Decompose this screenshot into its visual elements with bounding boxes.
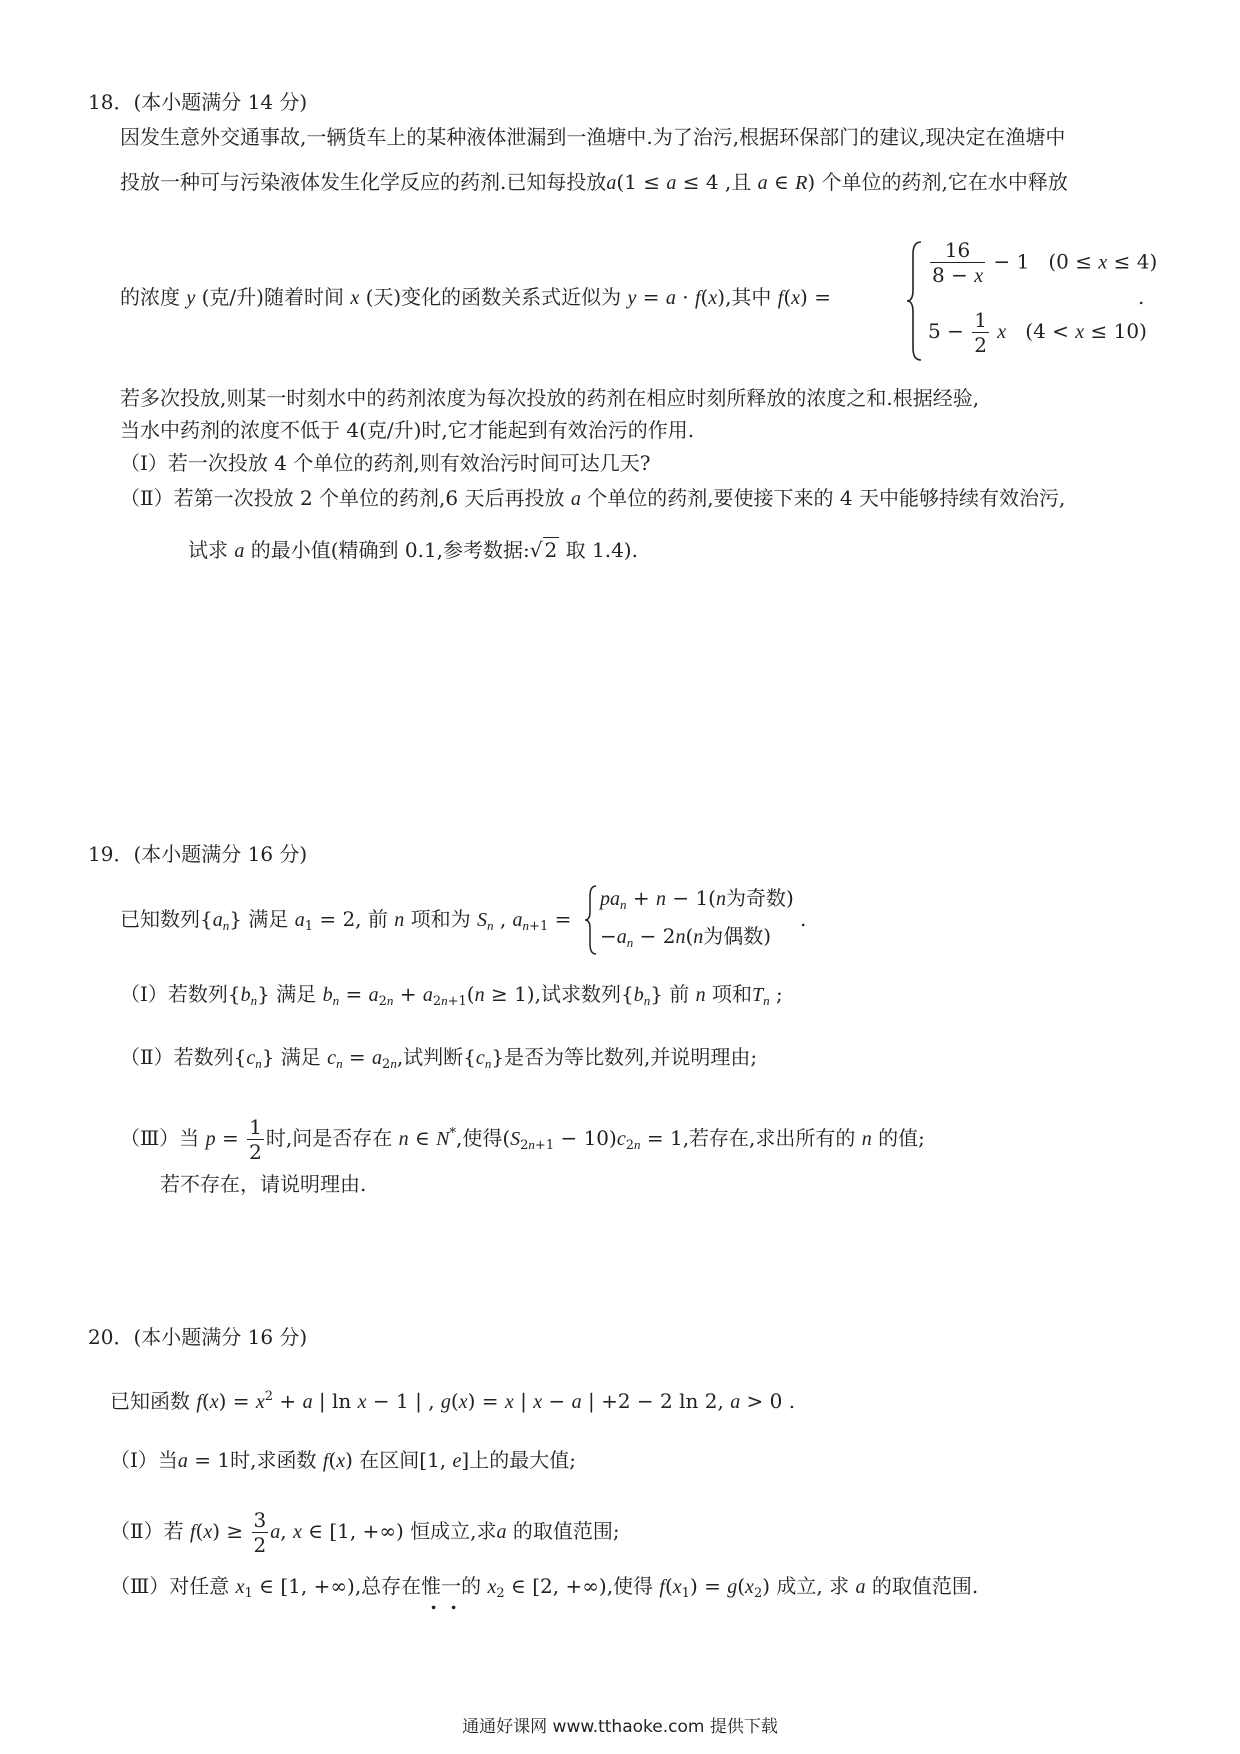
footer-source: 通通好课网 www.tthaoke.com 提供下载 bbox=[462, 1717, 778, 1737]
q20-part1: （Ⅰ）当a = 1时,求函数 f(x) 在区间[1, e]上的最大值; bbox=[110, 1448, 576, 1472]
piecewise-case-2: 5 − $\frac{1}{2}$ x (4 < x ≤ 10) bbox=[928, 308, 1147, 357]
recurrence-case-even: $-a_n - 2n(n$为偶数) bbox=[600, 924, 772, 950]
q19-part3: （Ⅲ）当 p = $\frac{1}{2}$ 时,问是否存在 n ∈ N*,使得$(S_{2n+1} - 10)c_{2n} = 1$,若存在,求出所有的 n 的值; bbox=[120, 1115, 925, 1164]
q20-title: 20．(本小题满分 16 分) bbox=[88, 1325, 308, 1349]
q18-part2: （Ⅱ）若第一次投放 2 个单位的药剂,6 天后再投放 a 个单位的药剂,要使接下来的 4 天中能够持续有效治污, bbox=[120, 486, 1066, 510]
q18-para3: 的浓度 y (克/升)随着时间 x (天)变化的函数关系式近似为 y = a · f(x),其中 f(x) = bbox=[120, 285, 831, 309]
q18-para1: 因发生意外交通事故,一辆货车上的某种液体泄漏到一渔塘中.为了治污,根据环保部门的建议,现决定在渔塘中 bbox=[120, 125, 1066, 149]
q19-para1: 已知数列$\{a_n\}$ 满足 $a_1 = 2$, 前 n 项和为 $S_n$ , $a_{n+1}$ = bbox=[120, 907, 572, 934]
recurrence-brace bbox=[583, 884, 599, 956]
recurrence-case-odd: $pa_n + n - 1(n$为奇数) bbox=[600, 886, 794, 912]
piecewise-brace bbox=[905, 240, 925, 362]
piecewise-period: . bbox=[1138, 285, 1145, 309]
q18-part1: （Ⅰ）若一次投放 4 个单位的药剂,则有效治污时间可达几天? bbox=[120, 451, 651, 475]
q19-title: 19．(本小题满分 16 分) bbox=[88, 842, 308, 866]
q19-part1: （Ⅰ）若数列$\{b_n\}$ 满足 $b_n = a_{2n} + a_{2n+1}(n \ge 1)$,试求数列$\{b_n\}$ 前 n 项和$T_n$ ; bbox=[120, 982, 783, 1009]
piecewise-case-1: $\frac{16}{8 - x}$ − 1 (0 ≤ x ≤ 4) bbox=[932, 238, 1158, 287]
q18-part2-cont: 试求 a 的最小值(精确到 0.1,参考数据:√ 2 取 1.4). bbox=[188, 538, 638, 562]
q19-part2: （Ⅱ）若数列$\{c_n\}$ 满足 $c_n = a_{2n}$,试判断$\{c_n\}$是否为等比数列,并说明理由; bbox=[120, 1045, 758, 1072]
q18-para5: 当水中药剂的浓度不低于 4(克/升)时,它才能起到有效治污的作用. bbox=[120, 418, 695, 442]
q20-part3: （Ⅲ）对任意 $x_1$ ∈ [1, +∞),总存在惟一的 $x_2$ ∈ [2, +∞),使得 $f(x_1) = g(x_2)$ 成立, 求 a 的取值范围. bbox=[110, 1574, 979, 1601]
q19-part3-cont: 若不存在，请说明理由. bbox=[160, 1172, 367, 1196]
q18-para2: 投放一种可与污染液体发生化学反应的药剂.已知每投放a(1 ≤ a ≤ 4 ,且 a ∈ R) 个单位的药剂,它在水中释放 bbox=[120, 170, 1068, 194]
q20-part2: （Ⅱ）若 f(x) ≥ $\frac{3}{2}$ a, x ∈ [1, +∞) 恒成立,求a 的取值范围; bbox=[110, 1508, 620, 1557]
q20-para1: 已知函数 $f(x) = x^2 + a$ | ln x − 1 | , g(x) = x | x − a | +2 − 2 ln 2, a > 0 . bbox=[110, 1389, 796, 1413]
q18-para4: 若多次投放,则某一时刻水中的药剂浓度为每次投放的药剂在相应时刻所释放的浓度之和.根据经验, bbox=[120, 386, 980, 410]
q18-title: 18．(本小题满分 14 分) bbox=[88, 90, 308, 114]
recurrence-period: . bbox=[800, 907, 807, 931]
